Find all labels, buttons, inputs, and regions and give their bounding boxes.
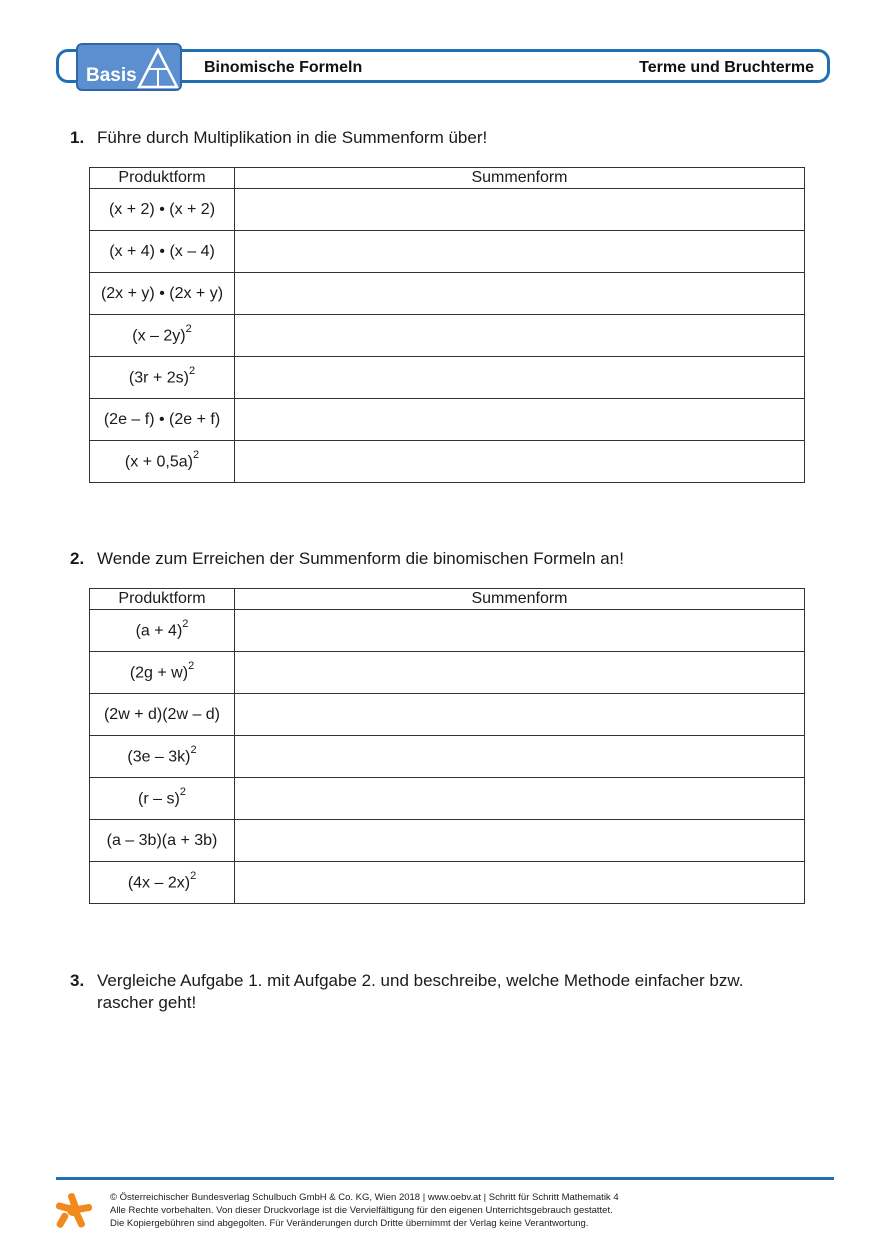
product-cell: (x – 2y)$^2$ bbox=[90, 315, 235, 357]
basis-badge bbox=[76, 43, 182, 91]
footer-line-3: Die Kopiergebühren sind abgegolten. Für Veränderungen durch Dritte übernimmt der Verlag keine Verantwortung. bbox=[110, 1218, 589, 1229]
answer-cell[interactable] bbox=[235, 231, 805, 273]
task-text-line-2: rascher geht! bbox=[97, 993, 197, 1012]
table-row bbox=[90, 862, 805, 904]
product-cell: $(a + 4)^2$ bbox=[90, 610, 235, 652]
col-header-product: Produktform bbox=[90, 168, 235, 189]
task-2-table bbox=[89, 588, 805, 904]
table-row bbox=[90, 273, 805, 315]
product-cell: (4x – 2x)$^2$ bbox=[90, 862, 235, 904]
footer-line-2: Alle Rechte vorbehalten. Von dieser Druckvorlage ist die Vervielfältigung für den eigenen Unterrichtsgebrauch gestattet. bbox=[110, 1205, 613, 1216]
answer-cell[interactable] bbox=[235, 189, 805, 231]
task-text: Führe durch Multiplikation in die Summenform über! bbox=[97, 128, 488, 147]
table-row bbox=[90, 778, 805, 820]
table-row bbox=[90, 357, 805, 399]
col-header-sum: Summenform bbox=[235, 589, 805, 610]
product-cell: (2x + y) • (2x + y) bbox=[90, 273, 235, 315]
table-row bbox=[90, 231, 805, 273]
answer-cell[interactable] bbox=[235, 441, 805, 483]
col-header-sum: Summenform bbox=[235, 168, 805, 189]
answer-cell[interactable] bbox=[235, 273, 805, 315]
answer-cell[interactable] bbox=[235, 736, 805, 778]
product-cell: (2e – f) • (2e + f) bbox=[90, 399, 235, 441]
exponent: 2 bbox=[182, 618, 189, 631]
answer-cell[interactable] bbox=[235, 862, 805, 904]
product-cell: $(3r + 2s)^2$ bbox=[90, 357, 235, 399]
answer-cell[interactable] bbox=[235, 694, 805, 736]
task-number: 2. bbox=[70, 549, 85, 568]
answer-cell[interactable] bbox=[235, 399, 805, 441]
answer-cell[interactable] bbox=[235, 357, 805, 399]
table-row bbox=[90, 399, 805, 441]
task-number: 1. bbox=[70, 128, 85, 147]
task-number: 3. bbox=[70, 971, 85, 990]
task-3-instruction bbox=[70, 970, 743, 1014]
exponent: 2 bbox=[190, 870, 197, 883]
footer-line-1: © Österreichischer Bundesverlag Schulbuch GmbH & Co. KG, Wien 2018 | www.oebv.at | Schritt für Schritt Mathematik 4 bbox=[110, 1192, 619, 1203]
product-cell: $(2g + w)^2$ bbox=[90, 652, 235, 694]
exponent: 2 bbox=[192, 449, 200, 462]
table-header-row bbox=[90, 168, 805, 189]
copyright-notice bbox=[110, 1191, 619, 1230]
task-2-instruction bbox=[70, 548, 624, 570]
product-cell: (2w + d)(2w – d) bbox=[90, 694, 235, 736]
answer-cell[interactable] bbox=[235, 610, 805, 652]
oebv-star-icon bbox=[54, 1191, 94, 1229]
table-row bbox=[90, 610, 805, 652]
task-text-line-1: Vergleiche Aufgabe 1. mit Aufgabe 2. und beschreibe, welche Methode einfacher bzw. bbox=[97, 971, 744, 990]
exponent: 2 bbox=[185, 323, 192, 336]
badge-label: Basis bbox=[86, 65, 137, 86]
col-header-product: Produktform bbox=[90, 589, 235, 610]
exponent: 2 bbox=[188, 365, 196, 378]
product-cell: $(x + 0,5a)^2$ bbox=[90, 441, 235, 483]
product-cell: (a – 3b)(a + 3b) bbox=[90, 820, 235, 862]
product-cell: (x + 4) • (x – 4) bbox=[90, 231, 235, 273]
exponent: 2 bbox=[179, 786, 186, 799]
table-row bbox=[90, 820, 805, 862]
table-row bbox=[90, 736, 805, 778]
product-cell: (3e – 3k)$^2$ bbox=[90, 736, 235, 778]
table-row bbox=[90, 315, 805, 357]
answer-cell[interactable] bbox=[235, 778, 805, 820]
table-row bbox=[90, 441, 805, 483]
product-cell: (x + 2) • (x + 2) bbox=[90, 189, 235, 231]
table-row bbox=[90, 694, 805, 736]
product-cell: (r – s)$^2$ bbox=[90, 778, 235, 820]
answer-cell[interactable] bbox=[235, 652, 805, 694]
exponent: 2 bbox=[190, 744, 197, 757]
worksheet-subject: Terme und Bruchterme bbox=[639, 59, 814, 76]
triangle-level-icon bbox=[136, 47, 180, 89]
answer-cell[interactable] bbox=[235, 315, 805, 357]
table-row bbox=[90, 652, 805, 694]
table-row bbox=[90, 189, 805, 231]
answer-cell[interactable] bbox=[235, 820, 805, 862]
worksheet-title: Binomische Formeln bbox=[204, 59, 363, 76]
exponent: 2 bbox=[188, 660, 195, 673]
task-text: Wende zum Erreichen der Summenform die binomischen Formeln an! bbox=[97, 549, 624, 568]
footer-divider bbox=[56, 1177, 834, 1180]
table-header-row bbox=[90, 589, 805, 610]
task-1-instruction bbox=[70, 127, 487, 149]
task-1-table bbox=[89, 167, 805, 483]
